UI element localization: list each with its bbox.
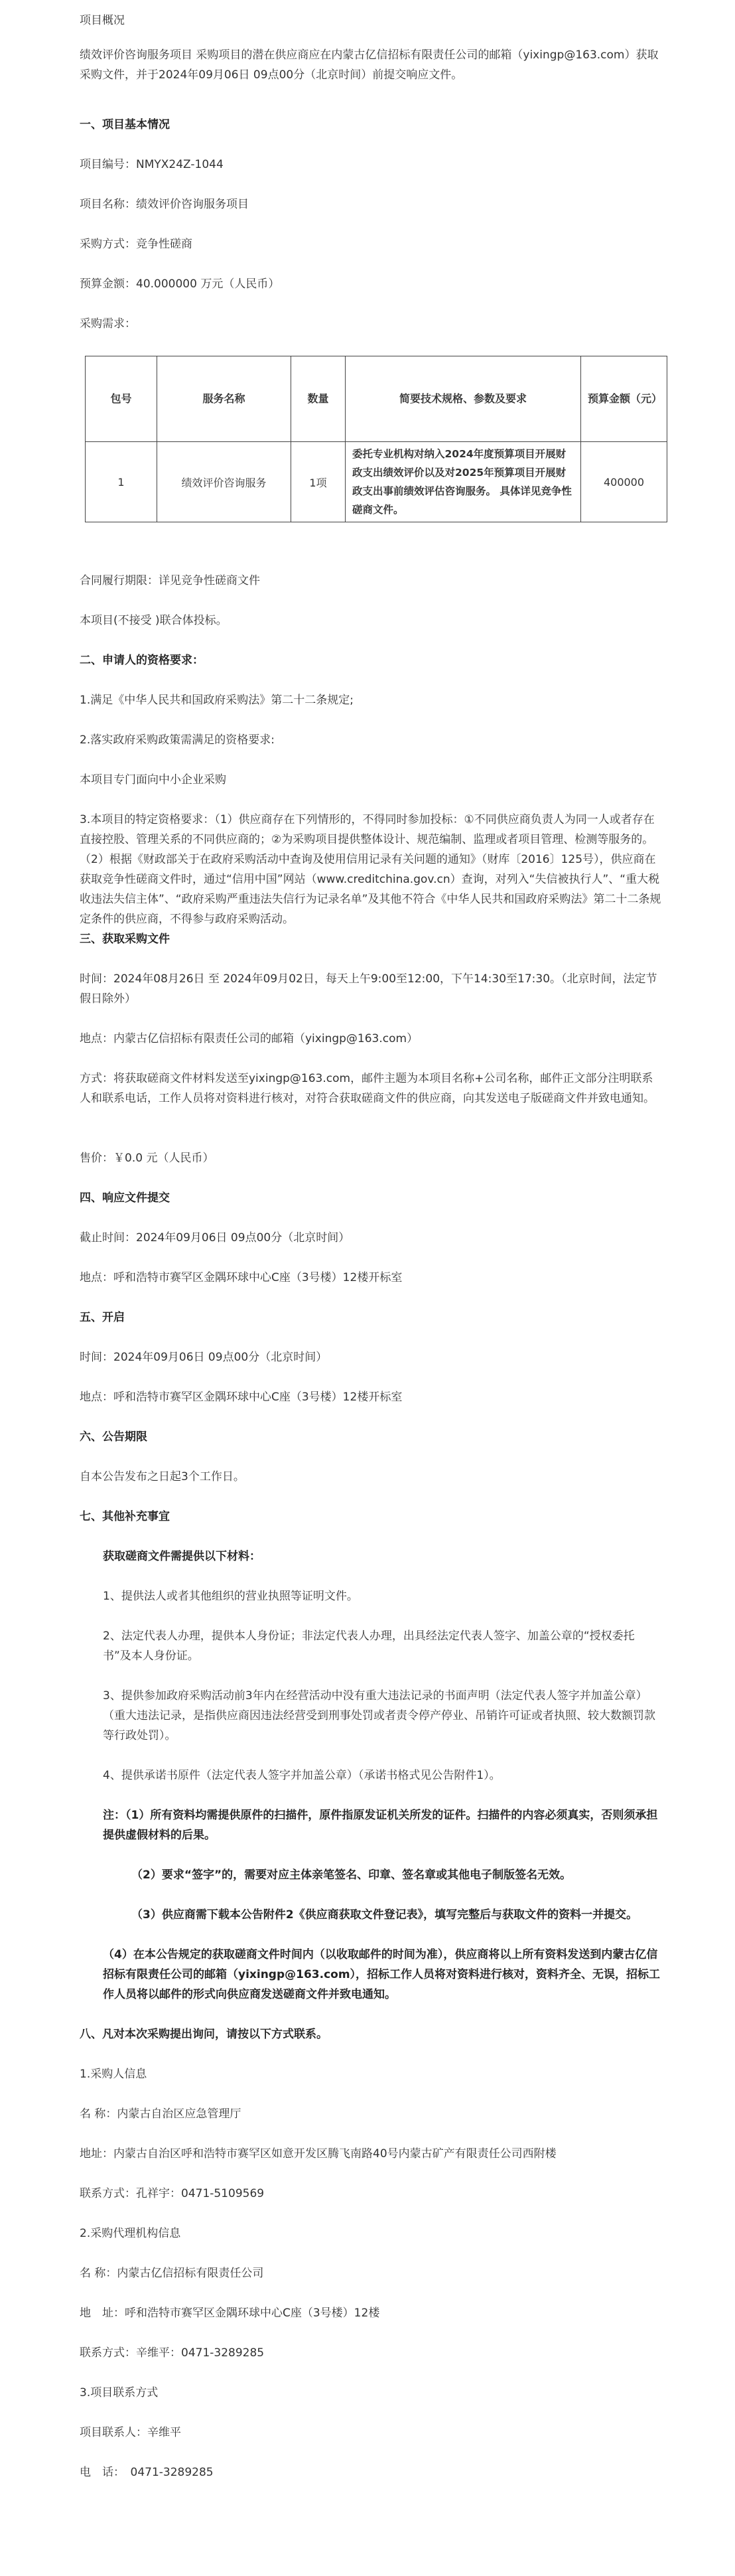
header-budget: 预算金额（元）: [581, 356, 667, 442]
get-docs-time: 时间：2024年08月26日 至 2024年09月02日，每天上午9:00至12:00，下午14:30至17:30。（北京时间，法定节假日除外）: [80, 972, 657, 1006]
overview-title: 项目概况: [80, 14, 125, 27]
project-contact-phone: 电 话： 0471-3289285: [80, 2466, 214, 2479]
purchaser-address: 地址：内蒙古自治区呼和浩特市赛罕区如意开发区腾飞南路40号内蒙古矿产有限责任公司西附楼: [80, 2147, 557, 2160]
get-docs-place: 地点：内蒙古亿信招标有限责任公司的邮箱（yixingp@163.com）: [80, 1032, 419, 1045]
project-contact-title: 3.项目联系方式: [80, 2386, 159, 2399]
opening-time: 时间：2024年09月06日 09点00分（北京时间）: [80, 1351, 328, 1364]
procurement-demand-table: [85, 356, 667, 522]
qualification-1: 1.满足《中华人民共和国政府采购法》第二十二条规定;: [80, 694, 354, 707]
material-1: 1、提供法人或者其他组织的营业执照等证明文件。: [103, 1590, 358, 1603]
qualification-3: 3.本项目的特定资格要求：（1）供应商存在下列情形的，不得同时参加投标：①不同供应商负责人为同一人或者存在直接控股、管理关系的不同供应商的；②为采购项目提供整体设计、规范编制、监理或者项目管理、检测等服务的。（2）根据《财政部关于在政府采购活动中查询及使用信用记录有关问题的通知》（财库〔2016〕125号），供应商在获取竞争性磋商文件时，通过“信用中国”网站（www.creditchina.gov.cn）查询，对列入“失信被执行人”、“重大税收违法失信主体”、“政府采购严重违法失信行为记录名单”及其他不符合《中华人民共和国政府采购法》第二十二条规定条件的供应商，不得参与政府采购活动。: [80, 813, 661, 926]
overview-text: 绩效评价咨询服务项目 采购项目的潜在供应商应在内蒙古亿信招标有限责任公司的邮箱（yixingp@163.com）获取采购文件，并于2024年09月06日 09点00分（北京时间）前提交响应文件。: [80, 48, 659, 82]
header-service-name: 服务名称: [157, 356, 291, 442]
agency-name: 名 称：内蒙古亿信招标有限责任公司: [80, 2267, 264, 2280]
cell-quantity: 1项: [291, 442, 346, 522]
qualification-2: 2.落实政府采购政策需满足的资格要求:: [80, 733, 275, 747]
qualification-2-text: 本项目专门面向中小企业采购: [80, 773, 226, 787]
section-2-title: 二、申请人的资格要求：: [80, 654, 204, 667]
submission-place: 地点：呼和浩特市赛罕区金隅环球中心C座（3号楼）12楼开标室: [80, 1271, 403, 1284]
procurement-method: 采购方式：竞争性磋商: [80, 238, 192, 251]
material-2: 2、法定代表人办理，提供本人身份证；非法定代表人办理，出具经法定代表人签字、加盖公章的“授权委托书”及本人身份证。: [103, 1629, 635, 1663]
header-quantity: 数量: [291, 356, 346, 442]
opening-place: 地点：呼和浩特市赛罕区金隅环球中心C座（3号楼）12楼开标室: [80, 1391, 403, 1404]
document-price: 售价：￥0.0 元（人民币）: [80, 1152, 214, 1165]
material-4: 4、提供承诺书原件（法定代表人签字并加盖公章）（承诺书格式见公告附件1）。: [103, 1769, 501, 1782]
notice-period: 自本公告发布之日起3个工作日。: [80, 1470, 245, 1483]
note-4: （4）在本公告规定的获取磋商文件时间内（以收取邮件的时间为准），供应商将以上所有资料发送到内蒙古亿信招标有限责任公司的邮箱（yixingp@163.com），招标工作人员将对资料进行核对，资料齐全、无误，招标工作人员将以邮件的形式向供应商发送磋商文件并致电通知。: [103, 1948, 661, 2001]
header-package: 包号: [86, 356, 157, 442]
header-requirements: 简要技术规格、参数及要求: [346, 356, 581, 442]
project-number: 项目编号：NMYX24Z-1044: [80, 158, 224, 171]
material-3: 3、提供参加政府采购活动前3年内在经营活动中没有重大违法记录的书面声明（法定代表人签字并加盖公章）（重大违法记录，是指供应商因违法经营受到刑事处罚或者责令停产停业、吊销许可证或者执照、较大数额罚款等行政处罚）。: [103, 1689, 655, 1742]
section-1-title: 一、项目基本情况: [80, 118, 170, 131]
get-docs-way: 方式：将获取磋商文件材料发送至yixingp@163.com，邮件主题为本项目名称+公司名称，邮件正文部分注明联系人和联系电话，工作人员将对资料进行核对，对符合获取磋商文件的供应商，向其发送电子版磋商文件并致电通知。: [80, 1072, 655, 1105]
contract-period: 合同履行期限：详见竞争性磋商文件: [80, 574, 260, 587]
section-7-title: 七、其他补充事宜: [80, 1510, 170, 1523]
section-4-title: 四、响应文件提交: [80, 1191, 170, 1205]
section-6-title: 六、公告期限: [80, 1430, 147, 1444]
cell-budget: 400000: [581, 442, 667, 522]
table-row: [86, 442, 667, 522]
cell-requirements: 委托专业机构对纳入2024年度预算项目开展财政支出绩效评价以及对2025年预算项目开展财政支出事前绩效评估咨询服务。 具体详见竞争性磋商文件。: [346, 442, 581, 522]
section-5-title: 五、开启: [80, 1311, 125, 1324]
budget-amount: 预算金额：40.000000 万元（人民币）: [80, 277, 280, 291]
agency-info-title: 2.采购代理机构信息: [80, 2227, 181, 2240]
note-1: 注：（1）所有资料均需提供原件的扫描件，原件指原发证机关所发的证件。扫描件的内容必须真实，否则须承担提供虚假材料的后果。: [103, 1809, 658, 1842]
materials-heading: 获取磋商文件需提供以下材料：: [103, 1550, 261, 1563]
note-2: （2）要求“签字”的，需要对应主体亲笔签名、印章、签名章或其他电子制版签名无效。: [131, 1868, 572, 1882]
purchaser-info-title: 1.采购人信息: [80, 2068, 147, 2081]
purchaser-phone: 联系方式：孔祥宇：0471-5109569: [80, 2187, 265, 2200]
agency-phone: 联系方式：辛维平：0471-3289285: [80, 2346, 265, 2360]
cell-package: 1: [86, 442, 157, 522]
demand-label: 采购需求：: [80, 317, 136, 331]
consortium-note: 本项目(不接受 )联合体投标。: [80, 614, 228, 627]
table-header-row: [86, 356, 667, 442]
agency-address: 地 址：呼和浩特市赛罕区金隅环球中心C座（3号楼）12楼: [80, 2307, 380, 2320]
section-8-title: 八、凡对本次采购提出询问，请按以下方式联系。: [80, 2028, 328, 2041]
project-contact-person: 项目联系人：辛维平: [80, 2426, 181, 2439]
project-name: 项目名称：绩效评价咨询服务项目: [80, 198, 249, 211]
purchaser-name: 名 称：内蒙古自治区应急管理厅: [80, 2107, 241, 2121]
section-3-title: 三、获取采购文件: [80, 933, 170, 946]
cell-service-name: 绩效评价咨询服务: [157, 442, 291, 522]
note-3: （3）供应商需下载本公告附件2《供应商获取文件登记表》，填写完整后与获取文件的资料一并提交。: [131, 1908, 638, 1922]
submission-deadline: 截止时间：2024年09月06日 09点00分（北京时间）: [80, 1231, 350, 1245]
